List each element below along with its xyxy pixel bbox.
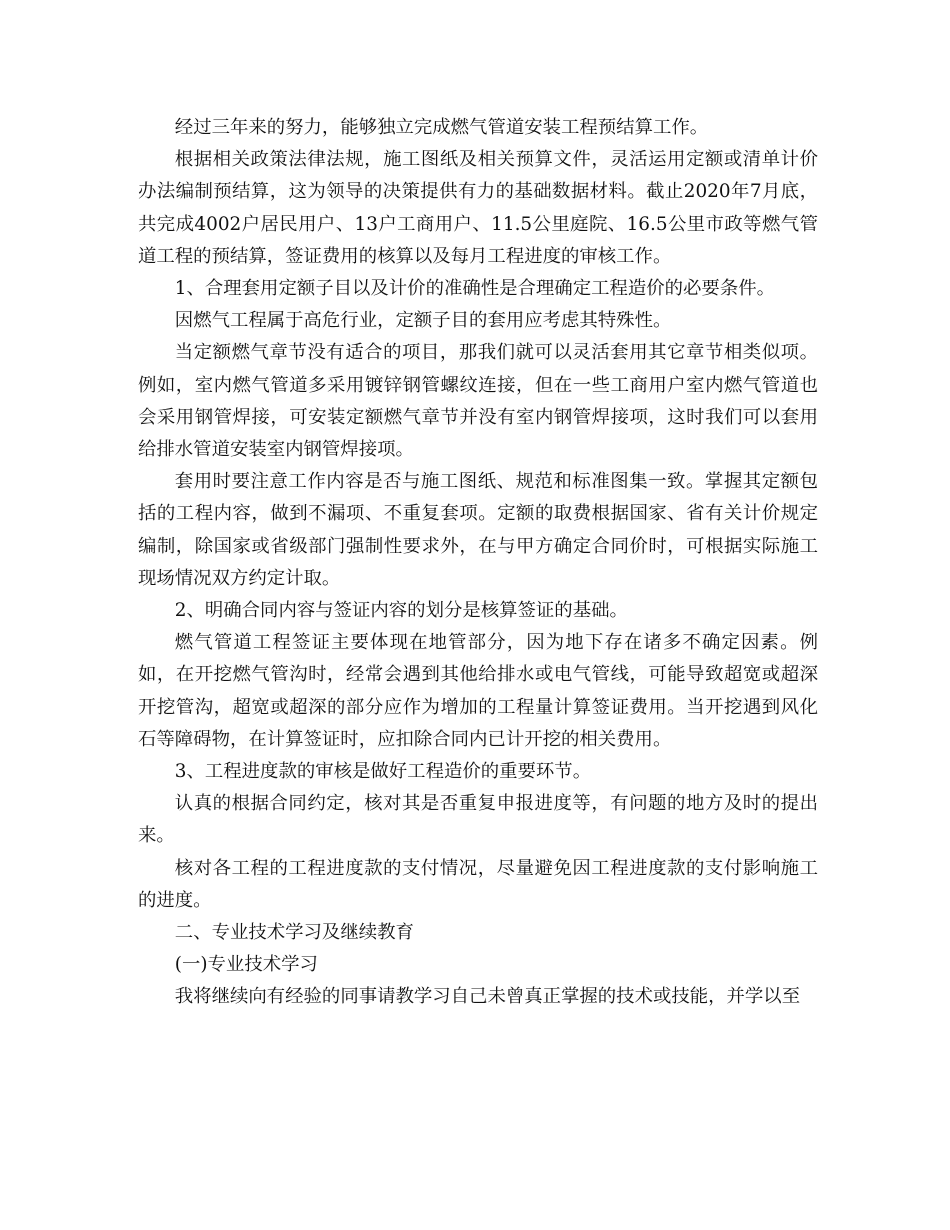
paragraph-contract-check: 认真的根据合同约定，核对其是否重复申报进度等，有问题的地方及时的提出来。	[138, 793, 818, 847]
heading-contract-visa: 2、明确合同内容与签证内容的划分是核算签证的基础。	[174, 600, 628, 622]
paragraph-quota-content: 套用时要注意工作内容是否与施工图纸、规范和标准图集一致。掌握其定额包括的工程内容，做到不漏项、不重复套项。定额的取费根据国家、省有关计价规定编制，除国家或省级部门强制性要求外，在与甲方确定合同价时，可根据实际施工现场情况双方约定计取。	[138, 471, 818, 589]
heading-technical-learning: 二、专业技术学习及继续教育	[174, 922, 414, 944]
paragraph-quota-application: 当定额燃气章节没有适合的项目，那我们就可以灵活套用其它章节相类似项。例如，室内燃气管道多采用镀锌钢管螺纹连接，但在一些工商用户室内燃气管道也会采用钢管焊接，可安装定额燃气章节并没有室内钢管焊接项，这时我们可以套用给排水管道安装室内钢管焊接项。	[138, 342, 818, 461]
paragraph-learning-plan: 我将继续向有经验的同事请教学习自己未曾真正掌握的技术或技能，并学以至	[174, 986, 801, 1008]
paragraph-experience-summary: 经过三年来的努力，能够独立完成燃气管道安装工程预结算工作。	[174, 117, 709, 138]
paragraph-high-risk-industry: 因燃气工程属于高危行业，定额子目的套用应考虑其特殊性。	[174, 310, 672, 332]
subheading-professional-learning: (一)专业技术学习	[174, 954, 318, 976]
heading-quota-accuracy: 1、合理套用定额子目以及计价的准确性是合理确定工程造价的必要条件。	[174, 278, 775, 300]
document-body	[138, 112, 818, 1014]
paragraph-payment-check: 核对各工程的工程进度款的支付情况，尽量避免因工程进度款的支付影响施工的进度。	[138, 857, 818, 911]
paragraph-budget-work: 根据相关政策法律法规，施工图纸及相关预算文件，灵活运用定额或清单计价办法编制预结算，这为领导的决策提供有力的基础数据材料。截止2020年7月底，共完成4002户居民用户、13户工商用户、11.5公里庭院、16.5公里市政等燃气管道工程的预结算，签证费用的核算以及每月工程进度的审核工作。	[138, 149, 818, 267]
heading-progress-payment: 3、工程进度款的审核是做好工程造价的重要环节。	[174, 761, 592, 783]
paragraph-visa-details: 燃气管道工程签证主要体现在地管部分，因为地下存在诸多不确定因素。例如，在开挖燃气管沟时，经常会遇到其他给排水或电气管线，可能导致超宽或超深开挖管沟，超宽或超深的部分应作为增加的工程量计算签证费用。当开挖遇到风化石等障碍物，在计算签证时，应扣除合同内已计开挖的相关费用。	[138, 632, 818, 750]
